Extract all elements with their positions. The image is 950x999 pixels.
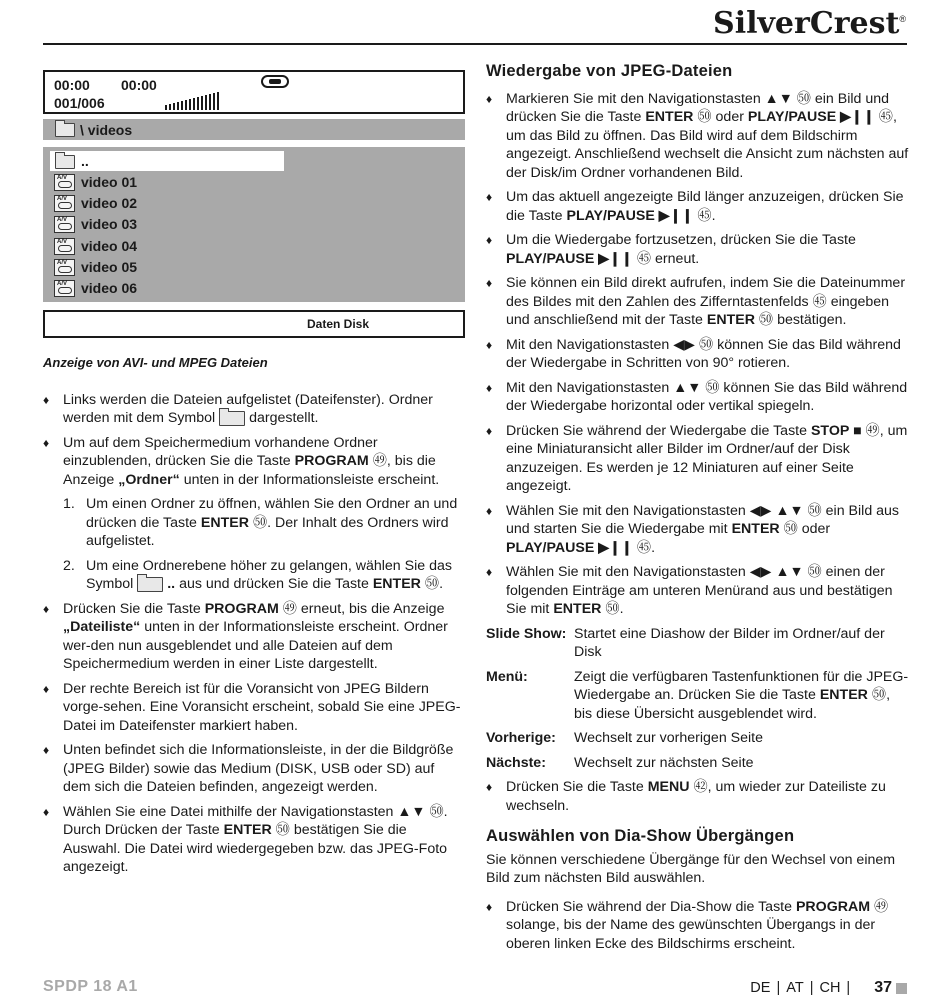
text: . (651, 539, 656, 556)
signal-bar (193, 98, 195, 110)
av-file-icon: A/V (54, 259, 75, 276)
text: Links werden die Dateien aufgelistet (Dateifenster). Ordner werden mit dem Symbol (63, 391, 433, 426)
definition-row (486, 754, 910, 773)
quoted-label: „Ordner“ (118, 471, 180, 488)
text: eingeben und anschließend mit der Taste (506, 293, 890, 328)
text: ein Bild und drücken Sie die Taste (506, 90, 890, 125)
text: Mit den Navigationstasten (506, 336, 670, 353)
text: solange, bis der Name des gewünschten Übergangs in der oberen linken Ecke des Bildschirms erscheint. (506, 917, 876, 952)
key-label: PROGRAM (795, 898, 871, 915)
ref-number: ㊷ (693, 779, 708, 795)
text: ein Bild aus und starten Sie die Wiedergabe mit (506, 502, 900, 537)
text: bestätigen Sie die Auswahl. Die Datei wird wiedergegeben bzw. das JPEG-Foto angezeigt. (63, 822, 448, 875)
definition-row (486, 729, 910, 748)
parent-dots: .. (167, 576, 176, 592)
text: unten in der Informationsleiste erscheint. (183, 471, 440, 488)
definition-desc: Wechselt zur nächsten Seite (574, 754, 754, 771)
ref-number: ㊺ (812, 293, 827, 310)
arrow-keys-icon: ◀▶ ▲▼ (749, 564, 804, 580)
ref-number: ㊺ (636, 250, 652, 267)
text: Markieren Sie mit den Navigationstasten (506, 90, 761, 107)
signal-bar (201, 96, 203, 110)
key-label: ENTER (731, 521, 780, 537)
ref-number: ㊿ (605, 601, 620, 617)
text: Um das aktuell angezeigte Bild länger anzuzeigen, drücken Sie die Taste (506, 189, 904, 224)
definition-desc: Wechselt zur vorherigen Seite (574, 730, 763, 746)
text: Zeigt die verfügbaren Tastenfunktionen für die JPEG-Wiedergabe an. Drücken Sie die Taste (574, 668, 909, 703)
arrow-keys-icon: ◀▶ (673, 336, 696, 353)
text: aus und drücken Sie die Taste (179, 576, 369, 592)
text: Um auf dem Speichermedium vorhandene Ordner einzublenden, drücken Sie die Taste (63, 434, 378, 469)
ref-number: ㊿ (807, 564, 822, 580)
arrow-keys-icon: ▲▼ (673, 379, 702, 396)
ref-number: ㊾ (372, 453, 387, 469)
file-name: video 06 (81, 280, 138, 296)
header-rule (43, 43, 907, 45)
item-number: 1. (63, 496, 75, 512)
folder-icon (137, 577, 163, 592)
bullet-item: ♦ Der rechte Bereich ist für die Voransicht von JPEG Bildern vorge-sehen. Eine Voransicht erscheint, sobald Sie eine JPEG-Datei im Dateifenster markiert haben. (43, 680, 465, 736)
key-label: ENTER (200, 514, 249, 531)
arrow-keys-icon: ▲▼ (397, 803, 426, 820)
text: Um die Wiedergabe fortzusetzen, drücken Sie die Taste (506, 232, 856, 248)
text: Um eine Ordnerebene höher zu gelangen, wählen Sie das Symbol (86, 557, 452, 592)
separator: | (846, 980, 851, 996)
signal-bar (217, 92, 219, 110)
page-marker-icon (896, 983, 907, 994)
signal-bar (181, 101, 183, 110)
av-file-icon: A/V (54, 195, 75, 212)
key-label: ENTER (372, 576, 421, 592)
track-counter: 001/006 (54, 95, 105, 111)
signal-bar (189, 99, 191, 110)
bullet-item (486, 563, 910, 619)
text: , um das Bild zu öffnen. Das Bild wird auf dem Bildschirm angezeigt. Anschließend wechselt die Ansicht zum nächsten auf der Disk/im Ordner vorhandenen Bild. (506, 109, 909, 181)
bullet-item (43, 434, 465, 490)
screen-diagram (43, 62, 465, 354)
ref-number: ㊿ (424, 576, 440, 592)
text: Drücken Sie während der Wiedergabe die Taste (506, 422, 807, 439)
bullet-item (486, 898, 910, 954)
item-number: 2. (63, 557, 75, 574)
bullet-item (486, 336, 910, 373)
text: . (711, 207, 716, 224)
key-label: PLAY/PAUSE ▶❙❙ (506, 250, 633, 267)
ref-number: ㊿ (252, 514, 268, 531)
text: bestätigen. (777, 312, 847, 328)
text: , um eine Miniaturansicht aller Bilder im Ordner/auf der Disk anzuzeigen. Es werden je 12 Miniaturen auf einer Seite angezeigt. (506, 422, 908, 494)
arrow-keys-icon: ▲▼ (764, 90, 793, 107)
signal-bar (165, 105, 167, 110)
bullet-item (43, 803, 465, 877)
brand-logo (713, 6, 906, 41)
key-label: ENTER (645, 109, 694, 125)
text: , bis diese Übersicht ausgeblendet wird. (574, 687, 891, 722)
lang-ch: CH (819, 980, 841, 996)
bullet-item (486, 422, 910, 496)
parent-folder-label: .. (81, 153, 89, 169)
bullet-item (486, 90, 910, 183)
key-label: ENTER (553, 601, 602, 617)
file-name: video 01 (81, 174, 138, 190)
folder-icon (55, 155, 75, 169)
text: Drücken Sie während der Dia-Show die Taste (506, 898, 792, 915)
key-label: ENTER (223, 822, 272, 838)
right-column (486, 62, 910, 959)
text: . Durch Drücken der Taste (63, 803, 448, 838)
disc-icon (261, 75, 289, 88)
text: Drücken Sie die Taste (63, 600, 201, 617)
numbered-item (43, 557, 465, 594)
text: , bis die Anzeige (63, 453, 436, 488)
brand-text: SilverCrest (713, 6, 900, 41)
ref-number: ㊺ (636, 539, 652, 556)
signal-bar (177, 102, 179, 110)
ref-number: ㊿ (783, 521, 798, 537)
text: dargestellt. (249, 410, 319, 426)
time-total: 00:00 (121, 77, 157, 93)
numbered-item (43, 495, 465, 551)
bullet-item (486, 231, 910, 268)
text: können Sie das Bild während der Wiedergabe horizontal oder vertikal spiegeln. (506, 379, 908, 414)
ref-number: ㊿ (705, 379, 720, 396)
text: oder (715, 109, 744, 125)
quoted-label: „Dateiliste“ (63, 619, 141, 635)
text: unten in der Informationsleiste erscheint. Ordner wer-den nun ausgeblendet und alle Dateien auf dem Speichermedium werden in einer Liste dargestellt. (63, 619, 448, 672)
signal-bar (197, 97, 199, 110)
signal-bar (185, 100, 187, 110)
text: erneut, bis die Anzeige (300, 600, 445, 617)
signal-bar (209, 94, 211, 110)
ref-number: ㊾ (282, 600, 297, 617)
footer-right (750, 979, 907, 997)
figure-caption: Anzeige von AVI- und MPEG Dateien (43, 355, 268, 370)
text: Mit den Navigationstasten (506, 379, 670, 396)
ref-number: ㊿ (807, 502, 822, 519)
separator: | (809, 980, 814, 996)
av-file-icon: A/V (54, 238, 75, 255)
ref-number: ㊿ (871, 687, 887, 703)
key-label: PLAY/PAUSE ▶❙❙ (566, 207, 694, 224)
ref-number: ㊿ (697, 109, 712, 125)
bullet-item (486, 778, 910, 815)
definition-term: Menü: (486, 668, 528, 685)
text: Wählen Sie mit den Navigationstasten (506, 564, 746, 580)
signal-bar (213, 93, 215, 110)
ref-number: ㊿ (429, 803, 444, 820)
ref-number: ㊿ (275, 822, 290, 838)
text: . Der Inhalt des Ordners wird aufgelistet. (86, 514, 449, 549)
text: Drücken Sie die Taste (506, 779, 644, 795)
signal-bar (205, 95, 207, 110)
key-label: PLAY/PAUSE ▶❙❙ (506, 539, 633, 556)
current-path: \ videos (80, 122, 133, 138)
path-bar (43, 119, 465, 140)
ref-number: ㊾ (865, 422, 880, 439)
ref-number: ㊺ (697, 207, 712, 224)
bullet-item (43, 391, 465, 428)
lang-at: AT (786, 980, 804, 996)
folder-icon (55, 123, 75, 137)
folder-icon (219, 411, 245, 426)
key-label: ENTER (819, 687, 868, 703)
signal-bar (173, 103, 175, 110)
page-number: 37 (874, 979, 892, 996)
av-file-icon: A/V (54, 174, 75, 191)
time-elapsed: 00:00 (54, 77, 90, 93)
signal-bar (169, 104, 171, 110)
ref-number: ㊿ (796, 90, 811, 107)
definition-desc: Startet eine Diashow der Bilder im Ordner/auf der Disk (574, 625, 885, 660)
definition-term: Nächste: (486, 754, 546, 771)
key-label: MENU (647, 779, 690, 795)
status-bar (43, 310, 465, 338)
text: Wählen Sie eine Datei mithilfe der Navigationstasten (63, 803, 394, 820)
definition-row (486, 625, 910, 662)
bullet-item: ♦ Unten befindet sich die Informationsleiste, in der die Bildgröße (JPEG Bilder) sowie das Medium (DISK, USB oder SD) auf dem sich die Dateien befinden, angezeigt werden. (43, 741, 465, 797)
file-list (43, 147, 465, 302)
status-text: Daten Disk (307, 317, 370, 331)
text: Um einen Ordner zu öffnen, wählen Sie den Ordner an und drücken die Taste (86, 496, 458, 531)
bullet-item (43, 600, 465, 674)
text: erneut. (655, 250, 700, 267)
separator: | (776, 980, 781, 996)
av-file-icon: A/V (54, 280, 75, 297)
key-label: PROGRAM (204, 600, 279, 617)
file-name: video 02 (81, 195, 138, 211)
section-heading: Auswählen von Dia-Show Übergängen (486, 827, 795, 845)
text: , um wieder zur Dateiliste zu wechseln. (506, 779, 886, 814)
key-label: STOP ■ (810, 422, 862, 439)
file-name: video 05 (81, 259, 138, 275)
model-number: SPDP 18 A1 (43, 978, 138, 995)
parent-folder-item[interactable] (50, 151, 284, 171)
paragraph: Sie können verschiedene Übergänge für den Wechsel von einem Bild zum nächsten Bild auswählen. (486, 851, 896, 886)
ref-number: ㊿ (698, 336, 714, 353)
definition-term: Slide Show: (486, 625, 567, 642)
signal-bars-icon (165, 94, 219, 110)
key-label: PROGRAM (294, 453, 369, 469)
definition-desc (574, 668, 910, 724)
text: können Sie das Bild während der Wiedergabe in Schritten von 90° rotieren. (506, 336, 901, 371)
text: . (439, 576, 444, 592)
arrow-keys-icon: ◀▶ ▲▼ (749, 502, 804, 519)
av-file-icon: A/V (54, 216, 75, 233)
key-label: ENTER (706, 312, 755, 328)
text: Wählen Sie mit den Navigationstasten (506, 502, 746, 519)
file-name: video 03 (81, 216, 138, 232)
key-label: PLAY/PAUSE ▶❙❙ (747, 109, 875, 125)
text: Sie können ein Bild direkt aufrufen, indem Sie die Dateinummer des Bildes mit den Zahlen des Zifferntastenfelds (506, 275, 906, 310)
registered-mark: ® (899, 14, 906, 24)
ref-number: ㊿ (758, 312, 774, 328)
left-column (43, 62, 465, 883)
text: einen der folgenden Einträge am unteren Menürand aus und bestätigen Sie mit (506, 564, 893, 617)
text: . (619, 601, 624, 617)
section-heading: Wiedergabe von JPEG-Dateien (486, 62, 733, 80)
bullet-item (486, 379, 910, 416)
ref-number: ㊺ (878, 109, 893, 125)
bullet-item (486, 274, 910, 330)
definition-row (486, 668, 910, 724)
bullet-item (486, 502, 910, 558)
lang-de: DE (750, 980, 771, 996)
bullet-item (486, 188, 910, 225)
file-name: video 04 (81, 238, 138, 254)
ref-number: ㊾ (874, 898, 889, 915)
text: oder (801, 521, 831, 537)
definition-term: Vorherige: (486, 730, 556, 746)
info-bar (43, 70, 465, 114)
